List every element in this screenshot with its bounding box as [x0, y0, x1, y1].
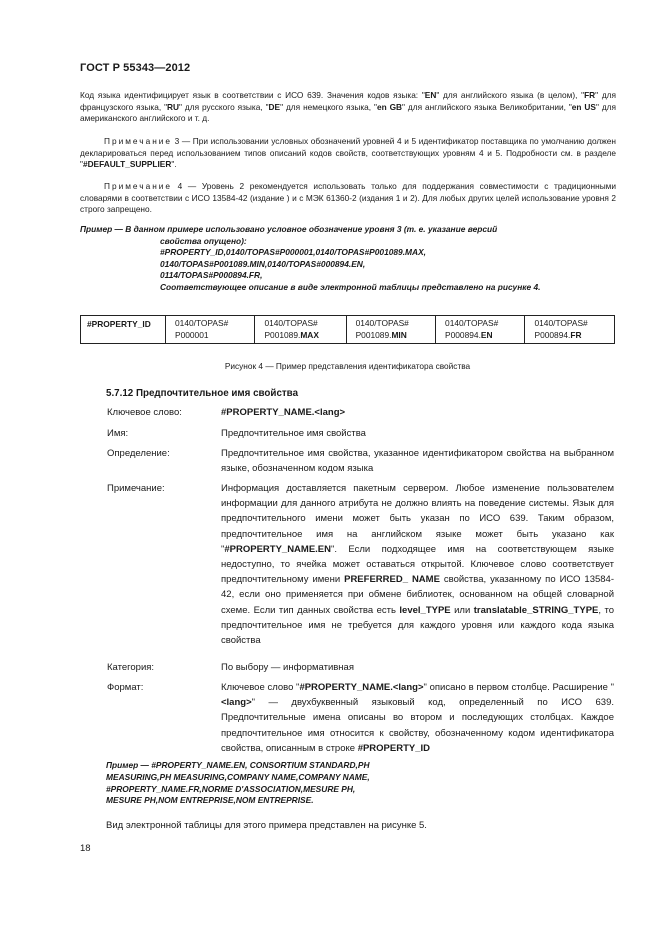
text-run: Ключевое слово " — [221, 682, 300, 693]
keyword-run: PREFERRED_ NAME — [344, 574, 440, 586]
code-en: EN — [424, 90, 437, 100]
table-cell — [525, 316, 615, 344]
field-label-definition: Определение: — [107, 448, 170, 459]
cell-line: 0140/TOPAS# — [445, 318, 499, 328]
field-label-name: Имя: — [107, 428, 129, 439]
example-block-2 — [106, 760, 611, 807]
note-3 — [80, 136, 616, 171]
field-label-category: Категория: — [107, 662, 155, 673]
text-run: " — двухбуквенный языковый код, определенный по ИСО 639. Предпочтительные имена описаны во втором и последующих столбцах. Каждое предпочтительное имя относится к свойству, обозначенному кодом идентификатора свойства, описанным в строке — [221, 697, 614, 754]
note-4 — [80, 181, 616, 216]
table-cell — [436, 316, 525, 344]
text-run: " для русского языка, " — [179, 101, 269, 112]
text-run: " для американского английского и т. д. — [80, 101, 617, 124]
text-run: , то предпочтительное имя не требуется для каждого уровня или каждого кода языка свойства — [221, 604, 615, 647]
field-label-note: Примечание: — [107, 483, 165, 494]
section-title: 5.7.12 Предпочтительное имя свойства — [106, 388, 299, 399]
text-run: 4 — Уровень 2 рекомендуется использовать только для поддержания совместимости с традиционными словарями в соответствии с ИСО 13584-42 (издание ) и с МЭК 61360-2 (издания 1 и 2). Для любых других целей использование уровня 2 строго запрещено. — [80, 181, 616, 215]
field-value-definition: Предпочтительное имя свойства, указанное идентификатором свойства на выбранном языке, обозначенном кодом языка — [221, 448, 614, 475]
text-run: " для немецкого языка, " — [280, 101, 377, 112]
field-value-format — [221, 680, 614, 756]
language-code-paragraph — [80, 90, 616, 125]
text-run: Информация доставляется пакетным сервером. Любое изменение пользователем информации для данного атрибута не должно влиять на поведение системы. Язык для предпочтительного имени может быть указан по ИСО 639. Таким образом, предпочтительное имя на английском языке может быть указано как " — [221, 483, 614, 555]
figure-caption: Рисунок 4 — Пример представления идентификатора свойства — [224, 361, 471, 371]
cell-suffix: EN — [480, 329, 493, 340]
code-fr: FR — [584, 90, 596, 100]
keyword-run: <lang> — [221, 697, 252, 709]
cell-line: 0140/TOPAS# — [264, 318, 318, 328]
note-label: Примечание — [104, 181, 173, 191]
example-line: Соответствующее описание в виде электронной таблицы представлено на рисунке 4. — [160, 281, 541, 292]
default-supplier-keyword: #DEFAULT_SUPPLIER — [82, 159, 172, 170]
table-cell — [255, 316, 346, 344]
example-line: #PROPERTY_NAME.FR,NORME D'ASSOCIATION,MESURE PH, — [106, 783, 356, 794]
text-run: или — [450, 604, 474, 616]
cell-line: P001089. — [264, 329, 301, 340]
example-line: Пример — В данном примере использовано условное обозначение уровня 3 (т. е. указание версий — [80, 224, 498, 234]
example-line: 0140/TOPAS#P001089.MIN,0140/TOPAS#000894.EN, — [160, 258, 366, 269]
keyword-run: #PROPERTY_NAME.<lang> — [299, 682, 424, 693]
document-header: ГОСТ Р 55343—2012 — [80, 62, 191, 74]
field-value-category: По выбору — информативная — [221, 662, 354, 673]
keyword-run: #PROPERTY_NAME.EN — [224, 543, 332, 555]
example-line: MESURE PH,NOM ENTREPRISE,NOM ENTREPRISE. — [106, 795, 314, 806]
table-row — [81, 316, 615, 344]
code-en-gb: en GB — [376, 101, 403, 112]
keyword-run: #PROPERTY_ID — [357, 742, 431, 754]
property-id-table — [80, 315, 615, 344]
text-run: " описано в первом столбце. Расширение " — [423, 682, 614, 693]
text-run: свойства, указанному по ИСО 13584-42, если оно применяется при обмене библиотек, основанном на общей словарной схеме. Если тип данных свойства есть — [221, 574, 614, 616]
example-line: 0114/TOPAS#P000894.FR, — [160, 270, 263, 280]
example-line: MEASURING,PH MEASURING,COMPANY NAME,COMPANY NAME, — [106, 771, 370, 782]
table-cell — [346, 316, 435, 344]
text-run: " для французского языка, " — [80, 90, 616, 112]
cell-suffix: MIN — [391, 329, 407, 340]
keyword-run: level_TYPE — [399, 604, 451, 616]
field-value-name: Предпочтительное имя свойства — [221, 428, 366, 439]
closing-sentence: Вид электронной таблицы для этого примера представлен на рисунке 5. — [106, 820, 427, 831]
cell-line: P000001 — [175, 329, 209, 340]
text-run: " для английского языка Великобритании, " — [402, 101, 572, 112]
cell-line: P000894. — [445, 329, 481, 340]
cell-line: P001089. — [355, 329, 392, 340]
text-run: " для английского языка (в целом), " — [436, 90, 585, 100]
text-run: ". Если подходящее имя на соответствующем языке недоступно, то ячейка может оставаться открытой. Ключевое слово соответствует предпочтительному имени — [221, 543, 614, 586]
example-line: свойства опущено): — [160, 235, 247, 246]
text-run: 3 — При использовании условных обозначений уровней 4 и 5 идентификатор поставщика по умолчанию должен декларироваться перед использованием типов описаний кодов свойств, соответствующих уровням 4 и 5. Подробности см. в разделе " — [80, 136, 616, 170]
note-label: Примечание — [104, 136, 173, 146]
cell-line: 0140/TOPAS# — [534, 318, 588, 328]
code-de: DE — [268, 101, 281, 112]
field-value-keyword: #PROPERTY_NAME.<lang> — [221, 407, 346, 418]
field-value-note — [221, 481, 614, 648]
keyword-run: translatable_STRING_TYPE — [473, 604, 599, 616]
code-en-us: en US — [571, 101, 596, 112]
cell-line: 0140/TOPAS# — [175, 318, 229, 328]
cell-line: 0140/TOPAS# — [355, 318, 409, 328]
page-number: 18 — [80, 843, 91, 854]
table-cell — [166, 316, 255, 344]
text-run: Код языка идентифицирует язык в соответствии с ИСО 639. Значения кодов языка: " — [80, 90, 425, 100]
field-label-keyword: Ключевое слово: — [107, 407, 182, 418]
example-line: #PROPERTY_ID,0140/TOPAS#P000001,0140/TOPAS#P001089.MAX, — [160, 247, 426, 257]
field-label-format: Формат: — [107, 682, 144, 693]
code-ru: RU — [167, 101, 180, 112]
cell-suffix: MAX — [300, 329, 319, 340]
example-line: Пример — #PROPERTY_NAME.EN, CONSORTIUM STANDARD,PH — [106, 760, 370, 770]
text-run: ". — [171, 159, 177, 170]
example-block-1 — [80, 224, 616, 293]
cell-suffix: FR — [570, 329, 582, 340]
cell-line: P000894. — [534, 329, 571, 340]
table-header-cell: #PROPERTY_ID — [81, 316, 166, 344]
